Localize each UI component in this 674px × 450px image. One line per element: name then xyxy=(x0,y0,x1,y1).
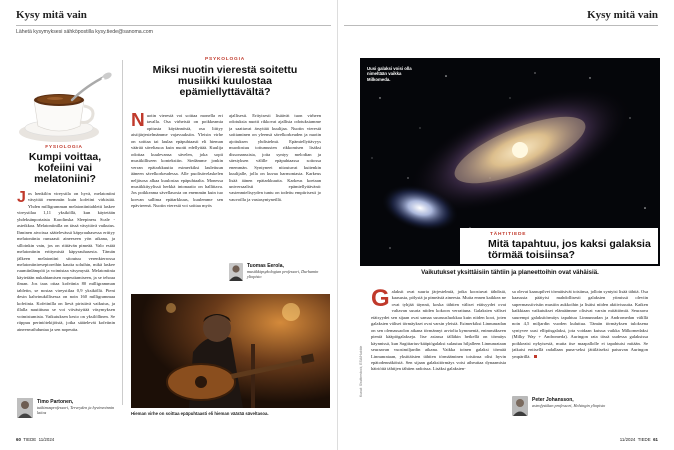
music-author-photo xyxy=(229,263,243,281)
music-col-1-text: uotin vierestä voi soittaa monella eri tavalla. Osa virheistä on poikkeamia opitusta käytännöstä, osa liittyy aistijärjestelmämme vajavuuksiin. Yleisin virhe on soittaa tai laulaa epäpuhtaasti eli hieman väärää säveltasoa kuin nuotti edellyttää. Kuulija odottaa kuulevansa sävelen, joka sopii musiikilliseen kontekstiin. Siedämme jonkin verran epätarkkuutta esimerkiksi laulettuun ääneen sävelkorkeudessa. Alle puolisävelaskelen neljäsosa alkaa kuulostaa epäpuhtaalta. Monessa musiikkityylissä herkkä intonaatio on hallittava. Jos poikkeama sävellasosta on enemmän kuin tuo korvan sallima epätarkkuus, kuulemme sen epävireenä. Nuotin vierestä voi soittaa myös xyxy=(131,113,223,209)
photo-credit: Kuvat: Shutterstock, ESA/Hubble xyxy=(359,345,363,397)
galaxy-dek: Vaikutukset yksittäisiin tähtiin ja planeettoihin ovat vähäisiä. xyxy=(421,269,599,276)
music-author-role: musiikkipsykologian professori, Durhamin yliopisto xyxy=(247,269,319,280)
footer-right-date: 11/2024 xyxy=(619,437,636,442)
music-author-name: Tuomas Eerola, xyxy=(247,263,284,269)
galaxy-author-role: astrofysiikan professori, Helsingin yliopisto xyxy=(532,403,606,408)
music-col-1 xyxy=(131,113,223,285)
footer-left-date: 11/2024 xyxy=(38,437,55,442)
email-note: Lähetä kysymyksesi sähköpostilla kysy.tiede@sanoma.com xyxy=(16,29,153,35)
galaxy-col-2-text: sa olevat kaasupilvet törmäisivät toisiinsa, jolloin syntyisi lisää tähtiä. Osa kaasusta päätyisi mahdollisesti galaksien ytimissä oleviin supermassiivisiin mustiin aukkoihin ja lisäisi niiden aktiivisuutta. Kaiken kaikkiaan vaikutukset elämäämme olisivat varsin mitättömiä. Seuraava suurempi galaksitörmäys tapahtuu Linnunradan ja Andromedan välillä noin 4,5 miljardin vuoden kuluttua. Tämän törmäyksen tuloksena syntyvee uusi elliptisgalaksi, jota voidaan kutsua vaikka Milkomedaksi (Milky Way + Andromeda). Auringon rata tässä uudessa galaksissa poikkeaisi nykyisestä, mutta itse maapallolle ei tapahtuisi mitään. Se jatkaisi entisellä radallaan puna-seksi jättiläiseksi paisuvan Auringon ympärillä. xyxy=(512,289,648,359)
galaxy-col-1-text: alaksit ovat suuria järjestelmiä, jotka koostuvat tähdistä, kaasusta, pölystä ja pimeästä aineesta. Mutta ennen kaikkea ne ovat tyhjää täynnä, koska tähtien väliset etäisyydet ovat valtavan suuria niiden kokoon verrattuna. Galaksien väliset etäisyydet sen sijaan ovat samaa suuruusluokkaa kuin niiden koot, joten galaksien väliset törmäykset ovat varsin yleisiä. Esimerkiksi Linnunradan on sen olemassaolon aikana törmännyt arviolta kymmeniä, enimmäkseen pieniä kääpiögalakseja. Itse asiassa tälläkin hetkellä on törmäys käynnissä, kun Sagittarius-kääpiögalaksi sulautuu hiljalleen Linnunrataan seuraavan vuosimiljardin aikana. Vaikka toinen galaksi törmää Linnunrataan, yksittäisten tähtien törmääminen toisiinsa olisi hyvin epätodennäköistä. Sen sijaan galaksitörmäys voisi aiheuttaa dynaamisia häiriöitä tähtijen tähtien radoissa. Lisäksi galaksien- xyxy=(371,289,506,372)
galaxy-col-2 xyxy=(512,289,648,389)
column-divider xyxy=(122,60,123,405)
section-title-right: Kysy mitä vain xyxy=(587,9,658,21)
music-kicker: PSYKOLOGIA xyxy=(205,57,245,62)
footer-left-page-number: 60 xyxy=(16,437,21,442)
guitarist-photo-caption: Hieman virhe on soittaa epäpuhtaasti eli hieman väärää säveltasoa. xyxy=(131,411,269,416)
galaxy-kicker: TÄHTITIEDE xyxy=(490,232,527,237)
right-page xyxy=(337,0,674,450)
top-rule-right xyxy=(344,25,658,26)
galaxy-author-name: Peter Johansson, xyxy=(532,397,574,403)
galaxy-author-photo xyxy=(512,396,528,416)
coffee-author-role: tutkimusprofessori, Terveyden ja hyvinvoinnin laitos xyxy=(37,405,115,416)
coffee-author-photo xyxy=(17,398,33,418)
coffee-body-text: os henkilön vireystila on hyvä, melatoniini väsyttää enemmän kuin kofeiini virkistää. Yhden milligramman melatoniinitabletti laskee vireystilaa 1,11 yksiköllä, kun käytetään yhdeksänportaista Karolinska Sleepiness Scale -asteikkoa. Melatoniinilla on tässä väsyttävä vaikutus. Ihminen aivoissa säätelevässä käpyrauhasessa erittyy melatoniinia runsaasti aineeseen yön aikana, ja silloinkin vain, jos on riittävän pimeää. Valo estää melatoniinin erittymistä käpyrauhasesta. Tämän jälkeen melatoniini sitoutuu verenkierrossa melatoniinireseptoreihin kautta soluihin, mikä laskee ruumiinlämpöä ja voimistaa väsymystä. Melatoniinia käytetään nukahtamisen nopeuttamiseen, ja se tehoaa ilman. Jos taas ottaa kofeiinia 80 milligramman tabletin, se nostaa vireystilaa 0,9 yksiköllä. Pieni desin kahvinukillisessa on noin 160 milligrammaa kofeiinia. Kofeiinilla on lievä piristävä vaikutus, ja illalla nautittuna se voi viivästyttää väsymyksen voimistumista. Vaikutuksen kesto on yksilöllinen. Se riippuu perintötekijöistä, jotka säätelevät kofeiinin aineenvaihduntaa ja sen nopeutta. xyxy=(17,191,115,332)
coffee-body xyxy=(17,191,115,391)
top-rule-left xyxy=(16,25,331,26)
coffee-author-name: Timo Partonen, xyxy=(37,399,74,405)
music-title: Miksi nuotin vierestä soitettu musiikki kuulostaa epämiellyttävältä? xyxy=(152,64,298,99)
footer-right-page-number: 61 xyxy=(653,437,658,442)
galaxy-image-caption: Uusi galaksi voisi olla nimeltään vaikka Milkomeda. xyxy=(367,66,412,82)
coffee-kicker: FYSIOLOGIA xyxy=(45,145,83,150)
footer-left xyxy=(16,437,54,442)
coffee-image xyxy=(14,70,114,148)
galaxy-dropcap: G xyxy=(371,289,390,312)
music-dropcap: N xyxy=(131,113,145,131)
coffee-dropcap: J xyxy=(17,191,26,206)
guitarist-photo xyxy=(131,294,330,408)
coffee-title: Kumpi voittaa, kofeiini vai melatoniini? xyxy=(28,151,102,186)
music-col-2-text: ajallisesti. Erityisesti lisäävät tuon virheen odotuksia nuotti rikkovat ajallisia odotuksiamme ja saattavat ärsyttää kuulijaa. Nuotin vierestä soittaminen on yleensä sävelkorkeuden ja nuotin ajoituksen yhdistelmä. Epämiellyttävyys muodostuu tottumusten rikkomisen lisäksi dissonanssista, joita syntyy melodian ja säestyksen välille epäpuhtaassa soitossa enemmän. Syntyneet nitoutuvat kuitenkin kuulijalle, jolla on kuvaa harmoniasta. Karkeus lisää äänen epätarkkuutta. Karkeus koetaan universaalisti epämiellyttävänä: vastenmielisyyden tuntu on todettu empiirisesti jo vauvoilla ja vastasyntyneillä. xyxy=(229,113,321,202)
footer-right xyxy=(620,437,658,442)
footer-left-magazine: TIEDE xyxy=(23,437,37,442)
end-mark xyxy=(534,355,537,358)
section-title-left: Kysy mitä vain xyxy=(16,9,87,21)
galaxy-col-1 xyxy=(371,289,506,421)
music-col-2 xyxy=(229,113,321,259)
galaxy-title: Mitä tapahtuu, jos kaksi galaksia törmää toisiinsa? xyxy=(488,238,651,262)
footer-right-magazine: TIEDE xyxy=(637,437,651,442)
